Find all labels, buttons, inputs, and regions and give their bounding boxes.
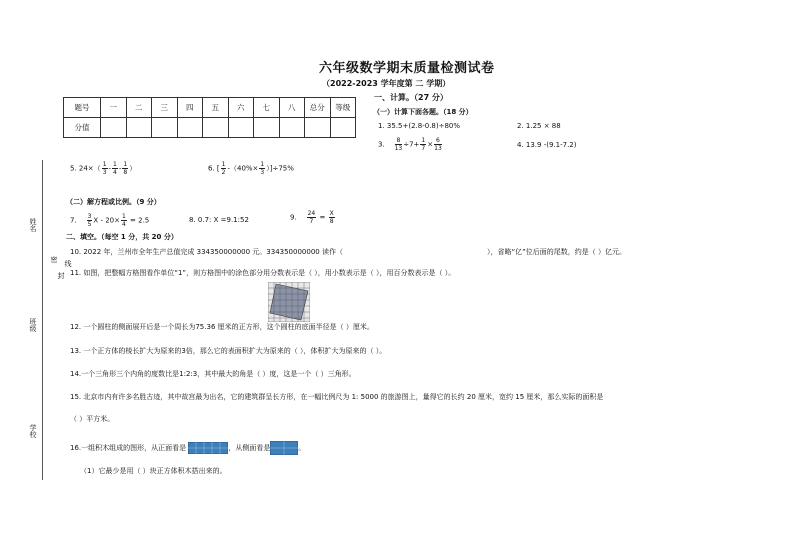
- expression-text: 5. 24×（: [70, 164, 101, 173]
- fraction: [122, 161, 128, 176]
- side-view-figure: [270, 441, 298, 455]
- expression-text: -（40%×: [227, 164, 259, 173]
- question-9: [290, 210, 336, 225]
- expression-text: =: [319, 213, 326, 222]
- score-header-cell: 等级: [330, 98, 356, 118]
- fraction: [259, 161, 265, 176]
- denominator: 3: [102, 169, 107, 176]
- front-view-figure: [188, 442, 228, 454]
- question-number: 3.: [378, 140, 385, 149]
- class-label: 班级: [29, 318, 37, 332]
- numerator: 1: [123, 161, 128, 168]
- fraction: [395, 137, 403, 152]
- score-header-cell: 六: [228, 98, 254, 118]
- numerator: 1: [102, 161, 107, 168]
- fraction: [102, 161, 108, 176]
- fraction: [121, 213, 127, 228]
- numerator: 24: [307, 210, 316, 217]
- expression-text: X - 20×: [93, 216, 120, 225]
- section2-heading: 二、填空。（每空 1 分，共 20 分）: [66, 233, 178, 241]
- score-input-cell[interactable]: [101, 118, 127, 138]
- score-input-cell[interactable]: [228, 118, 254, 138]
- denominator: 3: [260, 169, 265, 176]
- score-input-cell[interactable]: [126, 118, 152, 138]
- fraction: [307, 210, 317, 225]
- school-label: 学校: [29, 424, 37, 438]
- expression-text: = 2.5: [130, 216, 150, 225]
- question-7: [70, 213, 149, 228]
- score-header-cell: 三: [152, 98, 178, 118]
- binding-line: [42, 160, 43, 480]
- numerator: X: [329, 210, 334, 217]
- numerator: 6: [436, 137, 440, 144]
- question-16-1: （1）它最少是用（ ）块正方体积木搭出来的。: [80, 467, 227, 475]
- numerator: 1: [421, 137, 426, 144]
- question-number: 9.: [290, 213, 297, 222]
- score-row-label: 分值: [64, 118, 101, 138]
- fraction: [434, 137, 442, 152]
- fraction: [221, 161, 227, 176]
- seal-char: 密: [50, 256, 58, 263]
- numerator: 1: [221, 161, 226, 168]
- seal-char: 线: [64, 260, 72, 267]
- question-3: [378, 137, 443, 152]
- score-input-cell[interactable]: [254, 118, 280, 138]
- expression-text: ）: [129, 164, 137, 173]
- denominator: 13: [434, 145, 442, 152]
- page-subtitle: （2022-2023 学年度第 二 学期）: [322, 79, 451, 88]
- question-11: 11. 如图，把整幅方格图看作单位“1”，则方格图中的涂色部分用分数表示是（ ），用小数表示是（ ），用百分数表示是（ ）。: [70, 269, 456, 277]
- score-input-cell[interactable]: [279, 118, 305, 138]
- score-header-cell: 一: [101, 98, 127, 118]
- denominator: 4: [113, 169, 117, 176]
- denominator: 7: [309, 218, 314, 225]
- score-table-header-row: [64, 98, 356, 118]
- score-input-cell[interactable]: [330, 118, 356, 138]
- page-title: 六年级数学期末质量检测试卷: [319, 61, 495, 76]
- score-table-value-row: [64, 118, 356, 138]
- score-header-cell: 四: [177, 98, 203, 118]
- score-input-cell[interactable]: [177, 118, 203, 138]
- part2-heading: （二）解方程或比例。（9 分）: [66, 198, 161, 206]
- score-header-cell: 二: [126, 98, 152, 118]
- score-header-cell: 五: [203, 98, 229, 118]
- fraction: [87, 213, 93, 228]
- numerator: 3: [87, 213, 92, 220]
- question-14: 14.一个三角形三个内角的度数比是1:2:3，其中最大的角是（ ）度，这是一个（ ）三角形。: [70, 370, 356, 378]
- question-8: 8. 0.7: X =9.1:52: [189, 216, 249, 224]
- question-10b: ），省略“亿”位后面的尾数，约是（ ）亿元。: [487, 248, 626, 256]
- score-header-cell: 总分: [305, 98, 331, 118]
- denominator: 8: [123, 169, 128, 176]
- grid-figure: [268, 282, 310, 322]
- question-text: ，从侧面看是: [228, 444, 271, 452]
- score-header-cell: 八: [279, 98, 305, 118]
- numerator: 1: [121, 213, 126, 220]
- seal-char: 封: [57, 272, 65, 279]
- question-2: 2. 1.25 × 88: [517, 122, 561, 130]
- score-table: [63, 97, 356, 138]
- question-1: 1. 35.5+(2.8-0.8)÷80%: [378, 122, 461, 130]
- question-15a: 15. 北京市内有许多名胜古迹，其中故宫最为出名，它的建筑群呈长方形，在一幅比例尺为 1: 5000 的旅游图上，量得它的长约 20 厘米，宽约 15 厘米，那么实际的面积是: [70, 393, 604, 401]
- question-15b: （ ）平方米。: [70, 415, 115, 423]
- expression-text: 6. [: [208, 164, 220, 173]
- numerator: 8: [396, 137, 401, 144]
- question-13: 13. 一个正方体的棱长扩大为原来的3倍，那么它的表面积扩大为原来的（ ），体积扩大为原来的（ ）。: [70, 347, 387, 355]
- question-text: 。: [298, 444, 306, 452]
- operator-text: ×: [427, 140, 434, 149]
- question-6: [208, 161, 294, 176]
- name-label: 姓名: [29, 218, 37, 232]
- score-input-cell[interactable]: [305, 118, 331, 138]
- denominator: 5: [87, 221, 92, 228]
- denominator: 13: [394, 145, 403, 152]
- denominator: 2: [221, 169, 226, 176]
- score-input-cell[interactable]: [203, 118, 229, 138]
- score-input-cell[interactable]: [152, 118, 178, 138]
- question-12: 12. 一个圆柱的侧面展开后是一个周长为75.36 厘米的正方形，这个圆柱的底面半径是（ ）厘米。: [70, 323, 374, 331]
- fraction: [420, 137, 426, 152]
- denominator: 4: [121, 221, 126, 228]
- question-text: 16.一组积木组成的图形，从正面看是: [70, 444, 187, 452]
- part1-heading: （一）计算下面各题。（18 分）: [373, 108, 473, 116]
- fraction: [112, 161, 118, 176]
- operator-text: ÷7+: [403, 140, 420, 149]
- score-header-cell: 题号: [64, 98, 101, 118]
- fraction: [329, 210, 335, 225]
- expression-text: ）]÷75%: [266, 164, 294, 173]
- question-number: 7.: [70, 216, 77, 225]
- denominator: 8: [329, 218, 334, 225]
- numerator: 1: [260, 161, 265, 168]
- section1-heading: 一、计算。（27 分）: [374, 93, 448, 102]
- score-header-cell: 七: [254, 98, 280, 118]
- question-5: 5. 24×（ $\frac{1}{3}$ - $\frac{1}{4}$ - $\frac{1}{8}$ ）: [70, 161, 137, 176]
- numerator: 1: [113, 161, 117, 168]
- denominator: 7: [421, 145, 426, 152]
- question-16: [70, 441, 305, 455]
- question-10a: 10. 2022 年，兰州市全年生产总值完成 334350000000 元。334350000000 读作（: [70, 248, 343, 256]
- question-4: 4. 13.9 -(9.1-7.2): [517, 141, 577, 149]
